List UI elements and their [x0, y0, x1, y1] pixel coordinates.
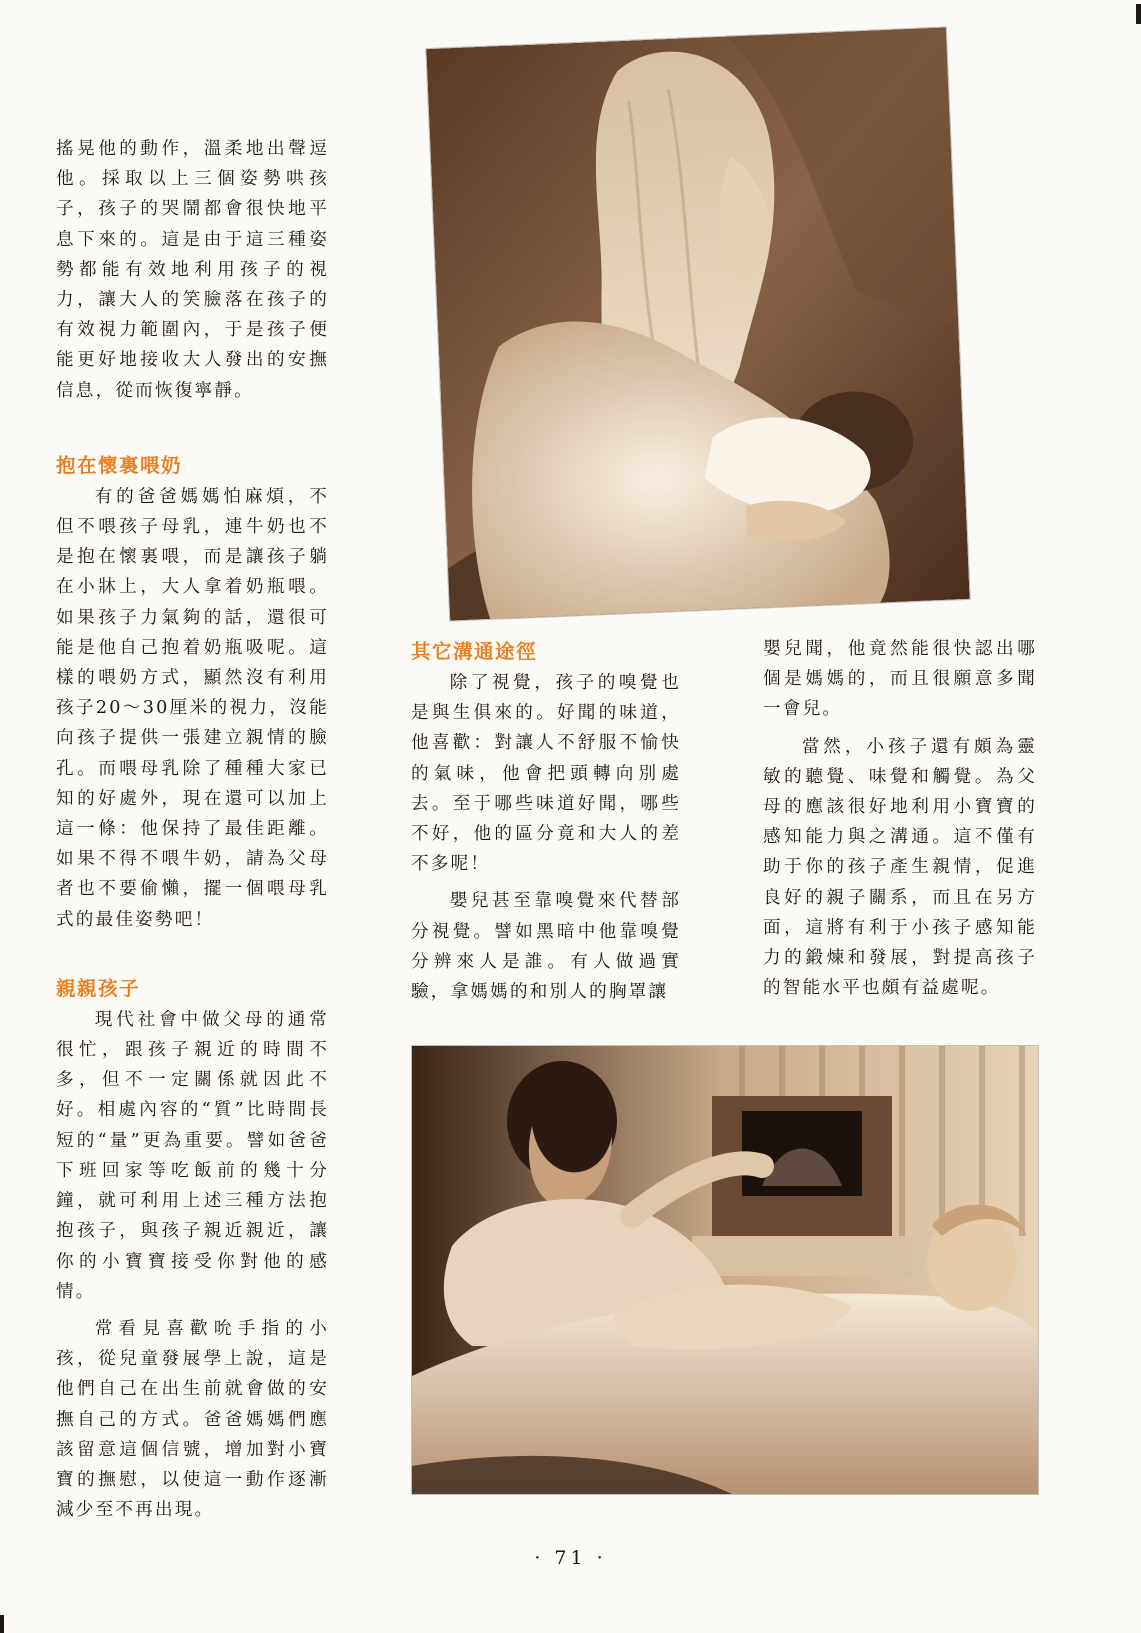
- section-heading-other-channels: 其它溝通途徑: [411, 640, 538, 663]
- photo-mother-nursing: [426, 27, 969, 620]
- scan-edge-mark: [0, 1615, 4, 1633]
- left-column: [56, 134, 329, 1525]
- senses-paragraph: 當然，小孩子還有頗為靈敏的聽覺、味覺和觸覺。為父母的應該很好地利用小寶寶的感知能力與之溝通。這不僅有助于你的孩子產生親情，促進良好的親子關系，而且在另方面，這將有利于小孩子感知能力的鍛煉和發展，對提高孩子的智能水平也頗有益處呢。: [763, 736, 1037, 999]
- section-heading-kissing: 親親孩子: [56, 976, 141, 1000]
- smell-paragraph-2: 嬰兒甚至靠嗅覺來代替部分視覺。譬如黑暗中他靠嗅覺分辨來人是誰。有人做過實驗，拿媽媽的和別人的胸罩讓: [411, 891, 681, 1003]
- middle-column: [411, 638, 681, 1007]
- experiment-paragraph: 嬰兒聞，他竟然能很快認出哪個是媽媽的，而且很願意多聞一會兒。: [763, 639, 1037, 720]
- intro-paragraph: 搖晃他的動作，溫柔地出聲逗他。採取以上三個姿勢哄孩子，孩子的哭鬧都會很快地平息下來的。這是由于這三種姿勢都能有效地利用孩子的視力，讓大人的笑臉落在孩子的有效視力範圍內，于是孩子便能更好地接收大人發出的安撫信息，從而恢復寧靜。: [56, 139, 329, 401]
- photo-ultrasound-exam: [412, 1046, 1038, 1494]
- section-breastfeeding: [56, 452, 329, 935]
- right-column: [763, 634, 1037, 1003]
- smell-paragraph-1: 除了視覺，孩子的嗅覺也是與生俱來的。好聞的味道，他喜歡：對讓人不舒服不愉快的氣味，他會把頭轉向別處去。至于哪些味道好聞，哪些不好，他的區分竟和大人的差不多呢！: [411, 673, 681, 875]
- section-heading-breastfeeding: 抱在懷裏喂奶: [56, 453, 183, 477]
- breastfeeding-paragraph: 有的爸爸媽媽怕麻煩，不但不喂孩子母乳，連牛奶也不是抱在懷裏喂，而是讓孩子躺在小牀上，大人拿着奶瓶喂。如果孩子力氣夠的話，還很可能是他自己抱着奶瓶吸呢。這樣的喂奶方式，顯然沒有利用孩子20～30厘米的視力，沒能向孩子提供一張建立親情的臉孔。而喂母乳除了種種大家已知的好處外，現在還可以加上這一條：他保持了最佳距離。如果不得不喂牛奶，請為父母者也不要偷懶，擺一個喂母乳式的最佳姿勢吧！: [56, 486, 329, 930]
- mother-nursing-illustration: [426, 27, 969, 620]
- scan-edge-mark: [1136, 4, 1141, 24]
- ultrasound-illustration: [412, 1046, 1038, 1494]
- section-kissing: [56, 975, 329, 1525]
- page-number: · 71 ·: [534, 1547, 607, 1569]
- kissing-paragraph-1: 現代社會中做父母的通常很忙，跟孩子親近的時間不多，但不一定關係就因此不好。相處內容的“質”比時間長短的“量”更為重要。譬如爸爸下班回家等吃飯前的幾十分鐘，就可利用上述三種方法抱抱孩子，與孩子親近親近，讓你的小寶寶接受你對他的感情。: [56, 1009, 329, 1302]
- kissing-paragraph-2: 常看見喜歡吮手指的小孩，從兒童發展學上說，這是他們自己在出生前就會做的安撫自己的方式。爸爸媽媽們應該留意這個信號，增加對小寶寶的撫慰，以使這一動作逐漸減少至不再出現。: [56, 1318, 329, 1521]
